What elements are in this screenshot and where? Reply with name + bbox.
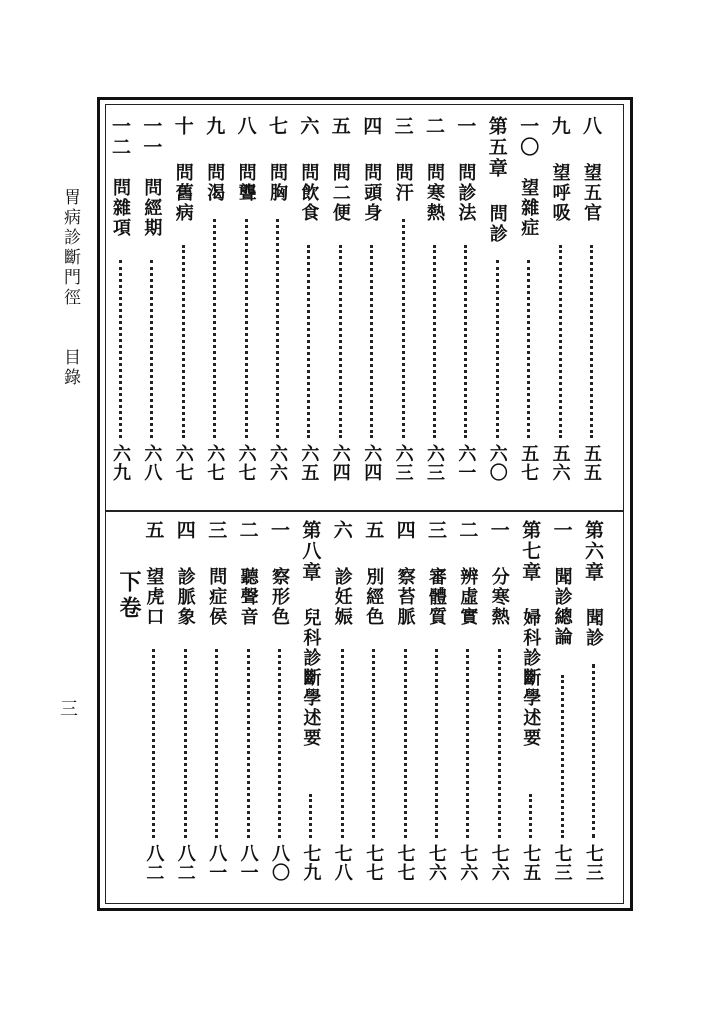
leader-dots [372, 649, 375, 838]
toc-entry-label: 望虎口 [143, 566, 165, 627]
leader-dots [466, 649, 469, 838]
toc-entry-label: 問診 [486, 204, 508, 245]
toc-entry-label: 問渴 [204, 162, 226, 203]
toc-entry [484, 116, 510, 496]
toc-entry-page: 六六 [267, 444, 288, 482]
toc-entry-number: 二 [236, 520, 259, 541]
toc-entry-label: 望呼吸 [549, 162, 571, 223]
toc-entry-page: 七七 [363, 844, 385, 882]
running-section: 目錄 [60, 348, 80, 388]
toc-entry [266, 520, 292, 896]
toc-entry-label: 問胸 [267, 162, 288, 203]
toc-entry-number: 八 [234, 116, 257, 137]
toc-entry-page: 七六 [426, 844, 447, 882]
toc-entry-page: 六四 [329, 444, 351, 482]
toc-entry-page: 八一 [206, 844, 228, 882]
toc-entry-label: 聽聲音 [237, 566, 259, 627]
toc-entry-number: 八 [580, 116, 602, 137]
toc-entry-label: 診脈象 [174, 566, 196, 627]
toc-entry [329, 520, 355, 896]
toc-entry-number: 九 [203, 116, 226, 137]
toc-entry [580, 520, 606, 896]
toc-entry [201, 116, 227, 496]
toc-entry [172, 520, 198, 896]
toc-entry-page: 五七 [518, 444, 540, 482]
toc-entry-number: 一 [550, 520, 573, 541]
toc-entry-number: 六 [297, 116, 320, 137]
leader-dots [307, 245, 310, 438]
leader-dots [182, 245, 185, 438]
toc-entry-page: 六三 [392, 444, 414, 482]
toc-entry-page: 六七 [172, 444, 194, 482]
toc-entry [140, 520, 166, 896]
leader-dots [278, 649, 281, 838]
toc-entry [452, 116, 478, 496]
toc-entry-number: 五 [328, 116, 351, 137]
toc-entry-number: 三 [425, 520, 447, 541]
toc-entry [358, 116, 384, 496]
toc-entry-number: 四 [173, 520, 196, 541]
toc-entry-number: 三 [391, 116, 414, 137]
toc-entry-page: 六四 [361, 444, 383, 482]
toc-entry-number: 第七章 [519, 520, 542, 583]
toc-entry-page: 六八 [141, 444, 163, 482]
toc-entry-number: 四 [360, 116, 383, 137]
toc-entry-page: 八二 [174, 844, 196, 882]
toc-entry-page: 五五 [581, 444, 602, 482]
toc-entry-number: 二 [456, 520, 479, 541]
toc-entry [138, 116, 164, 496]
toc-entry [486, 520, 512, 896]
running-title: 胃病診斷門徑 [60, 188, 80, 308]
toc-entry-label: 別經色 [363, 566, 385, 627]
toc-entry [547, 116, 573, 496]
leader-dots [404, 649, 407, 838]
toc-entry-label: 望五官 [581, 162, 602, 223]
leader-dots [309, 794, 312, 838]
toc-entry-number: 一〇 [517, 116, 540, 158]
page-folio: 三 [60, 699, 78, 720]
leader-dots [245, 219, 248, 438]
toc-entry-number: 四 [393, 520, 416, 541]
toc-entry-number: 七 [266, 116, 288, 137]
leader-dots [435, 649, 438, 838]
toc-entry-label: 問經期 [141, 178, 163, 239]
leader-dots [341, 649, 344, 838]
leader-dots [592, 664, 595, 838]
toc-entry-page: 七六 [457, 844, 479, 882]
toc-entry [360, 520, 386, 896]
toc-entry-page: 七八 [331, 844, 353, 882]
toc-entry-label: 聞診 [583, 608, 604, 649]
toc-entry-number: 五 [362, 520, 385, 541]
leader-dots [215, 649, 218, 838]
toc-entry-label: 問診法 [455, 162, 477, 223]
toc-entry [454, 520, 480, 896]
toc-entry-page: 五六 [549, 444, 571, 482]
toc-entry-page: 六九 [110, 444, 131, 482]
leader-dots [152, 649, 155, 838]
toc-entry-number: 第六章 [582, 520, 604, 583]
toc-entry-label: 問二便 [329, 162, 351, 223]
toc-entry-number: 一二 [109, 116, 131, 158]
toc-entry-label: 辨虛實 [457, 566, 479, 627]
toc-entry-label: 婦科診斷學述要 [520, 608, 542, 749]
toc-entry-page: 七三 [551, 844, 573, 882]
leader-dots [247, 649, 250, 838]
toc-entry-number: 一 [268, 520, 290, 541]
toc-entry [203, 520, 229, 896]
toc-entry-page: 七九 [300, 844, 322, 882]
toc-entry [233, 116, 259, 496]
toc-entry-number: 五 [142, 520, 165, 541]
toc-entry-label: 審體質 [426, 566, 447, 627]
leader-dots [527, 260, 530, 438]
toc-entry-page: 七六 [488, 844, 510, 882]
toc-entry [235, 520, 261, 896]
toc-entry-label: 問雜項 [110, 178, 131, 239]
toc-entry-label: 診妊娠 [331, 566, 353, 627]
toc-entry-label: 問聾 [235, 162, 257, 203]
toc-entry [264, 116, 290, 496]
toc-entry-label: 兒科診斷學述要 [300, 608, 322, 749]
toc-entry-label: 問頭身 [361, 162, 383, 223]
toc-entry-number: 第八章 [299, 520, 322, 583]
toc-entry-number: 一 [454, 116, 477, 137]
toc-entry [390, 116, 416, 496]
toc-entry [170, 116, 196, 496]
toc-entry-page: 七三 [583, 844, 604, 882]
leader-dots [150, 260, 153, 438]
toc-entry-number: 一一 [140, 116, 163, 158]
toc-entry-page: 六三 [424, 444, 445, 482]
toc-entry-page: 六七 [235, 444, 257, 482]
leader-dots [496, 260, 499, 438]
toc-entry-label: 分寒熱 [488, 566, 510, 627]
leader-dots [590, 245, 593, 438]
toc-entry [578, 116, 604, 496]
leader-dots [402, 219, 405, 438]
toc-entry [517, 520, 543, 896]
toc-entry-label: 察形色 [269, 566, 290, 627]
toc-entry-label: 問舊病 [172, 162, 194, 223]
leader-dots [529, 794, 532, 838]
toc-entry [515, 116, 541, 496]
toc-entry [392, 520, 418, 896]
toc-entry-label: 問汗 [392, 162, 414, 203]
toc-entry-page: 六一 [455, 444, 477, 482]
leader-dots [370, 245, 373, 438]
toc-entry [295, 116, 321, 496]
toc-entry-number: 三 [205, 520, 228, 541]
toc-entry-number: 九 [548, 116, 571, 137]
toc-entry-number: 十 [171, 116, 194, 137]
leader-dots [119, 260, 122, 438]
leader-dots [433, 245, 436, 438]
toc-entry-page: 六七 [204, 444, 226, 482]
leader-dots [559, 245, 562, 438]
leader-dots [498, 649, 501, 838]
toc-entry-page: 八二 [143, 844, 165, 882]
leader-dots [561, 675, 564, 838]
toc-entry-label: 望雜症 [518, 178, 540, 239]
toc-entry-page: 六〇 [486, 444, 508, 482]
leader-dots [464, 245, 467, 438]
toc-entry-label: 察苔脈 [394, 566, 416, 627]
toc-entry-page: 八〇 [269, 844, 290, 882]
toc-entry-number: 第五章 [485, 116, 508, 179]
section-divider [105, 510, 624, 512]
toc-entry-number: 一 [487, 520, 510, 541]
toc-entry-page: 七五 [520, 844, 542, 882]
toc-entry-page: 七七 [394, 844, 416, 882]
toc-entry-number: 六 [330, 520, 353, 541]
toc-entry-label: 聞診總論 [551, 566, 573, 647]
toc-entry-page: 六五 [298, 444, 320, 482]
leader-dots [184, 649, 187, 838]
toc-entry [421, 116, 447, 496]
toc-entry-page: 八一 [237, 844, 259, 882]
leader-dots [339, 245, 342, 438]
toc-entry-label: 問寒熱 [424, 162, 445, 223]
toc-entry-number: 二 [423, 116, 445, 137]
leader-dots [213, 219, 216, 438]
toc-entry [297, 520, 323, 896]
toc-entry [423, 520, 449, 896]
toc-entry [327, 116, 353, 496]
toc-entry-label: 問飲食 [298, 162, 320, 223]
leader-dots [276, 219, 279, 438]
toc-entry [549, 520, 575, 896]
part-heading: 下卷 [116, 570, 142, 622]
toc-entry [107, 116, 133, 496]
toc-entry-label: 問症侯 [206, 566, 228, 627]
